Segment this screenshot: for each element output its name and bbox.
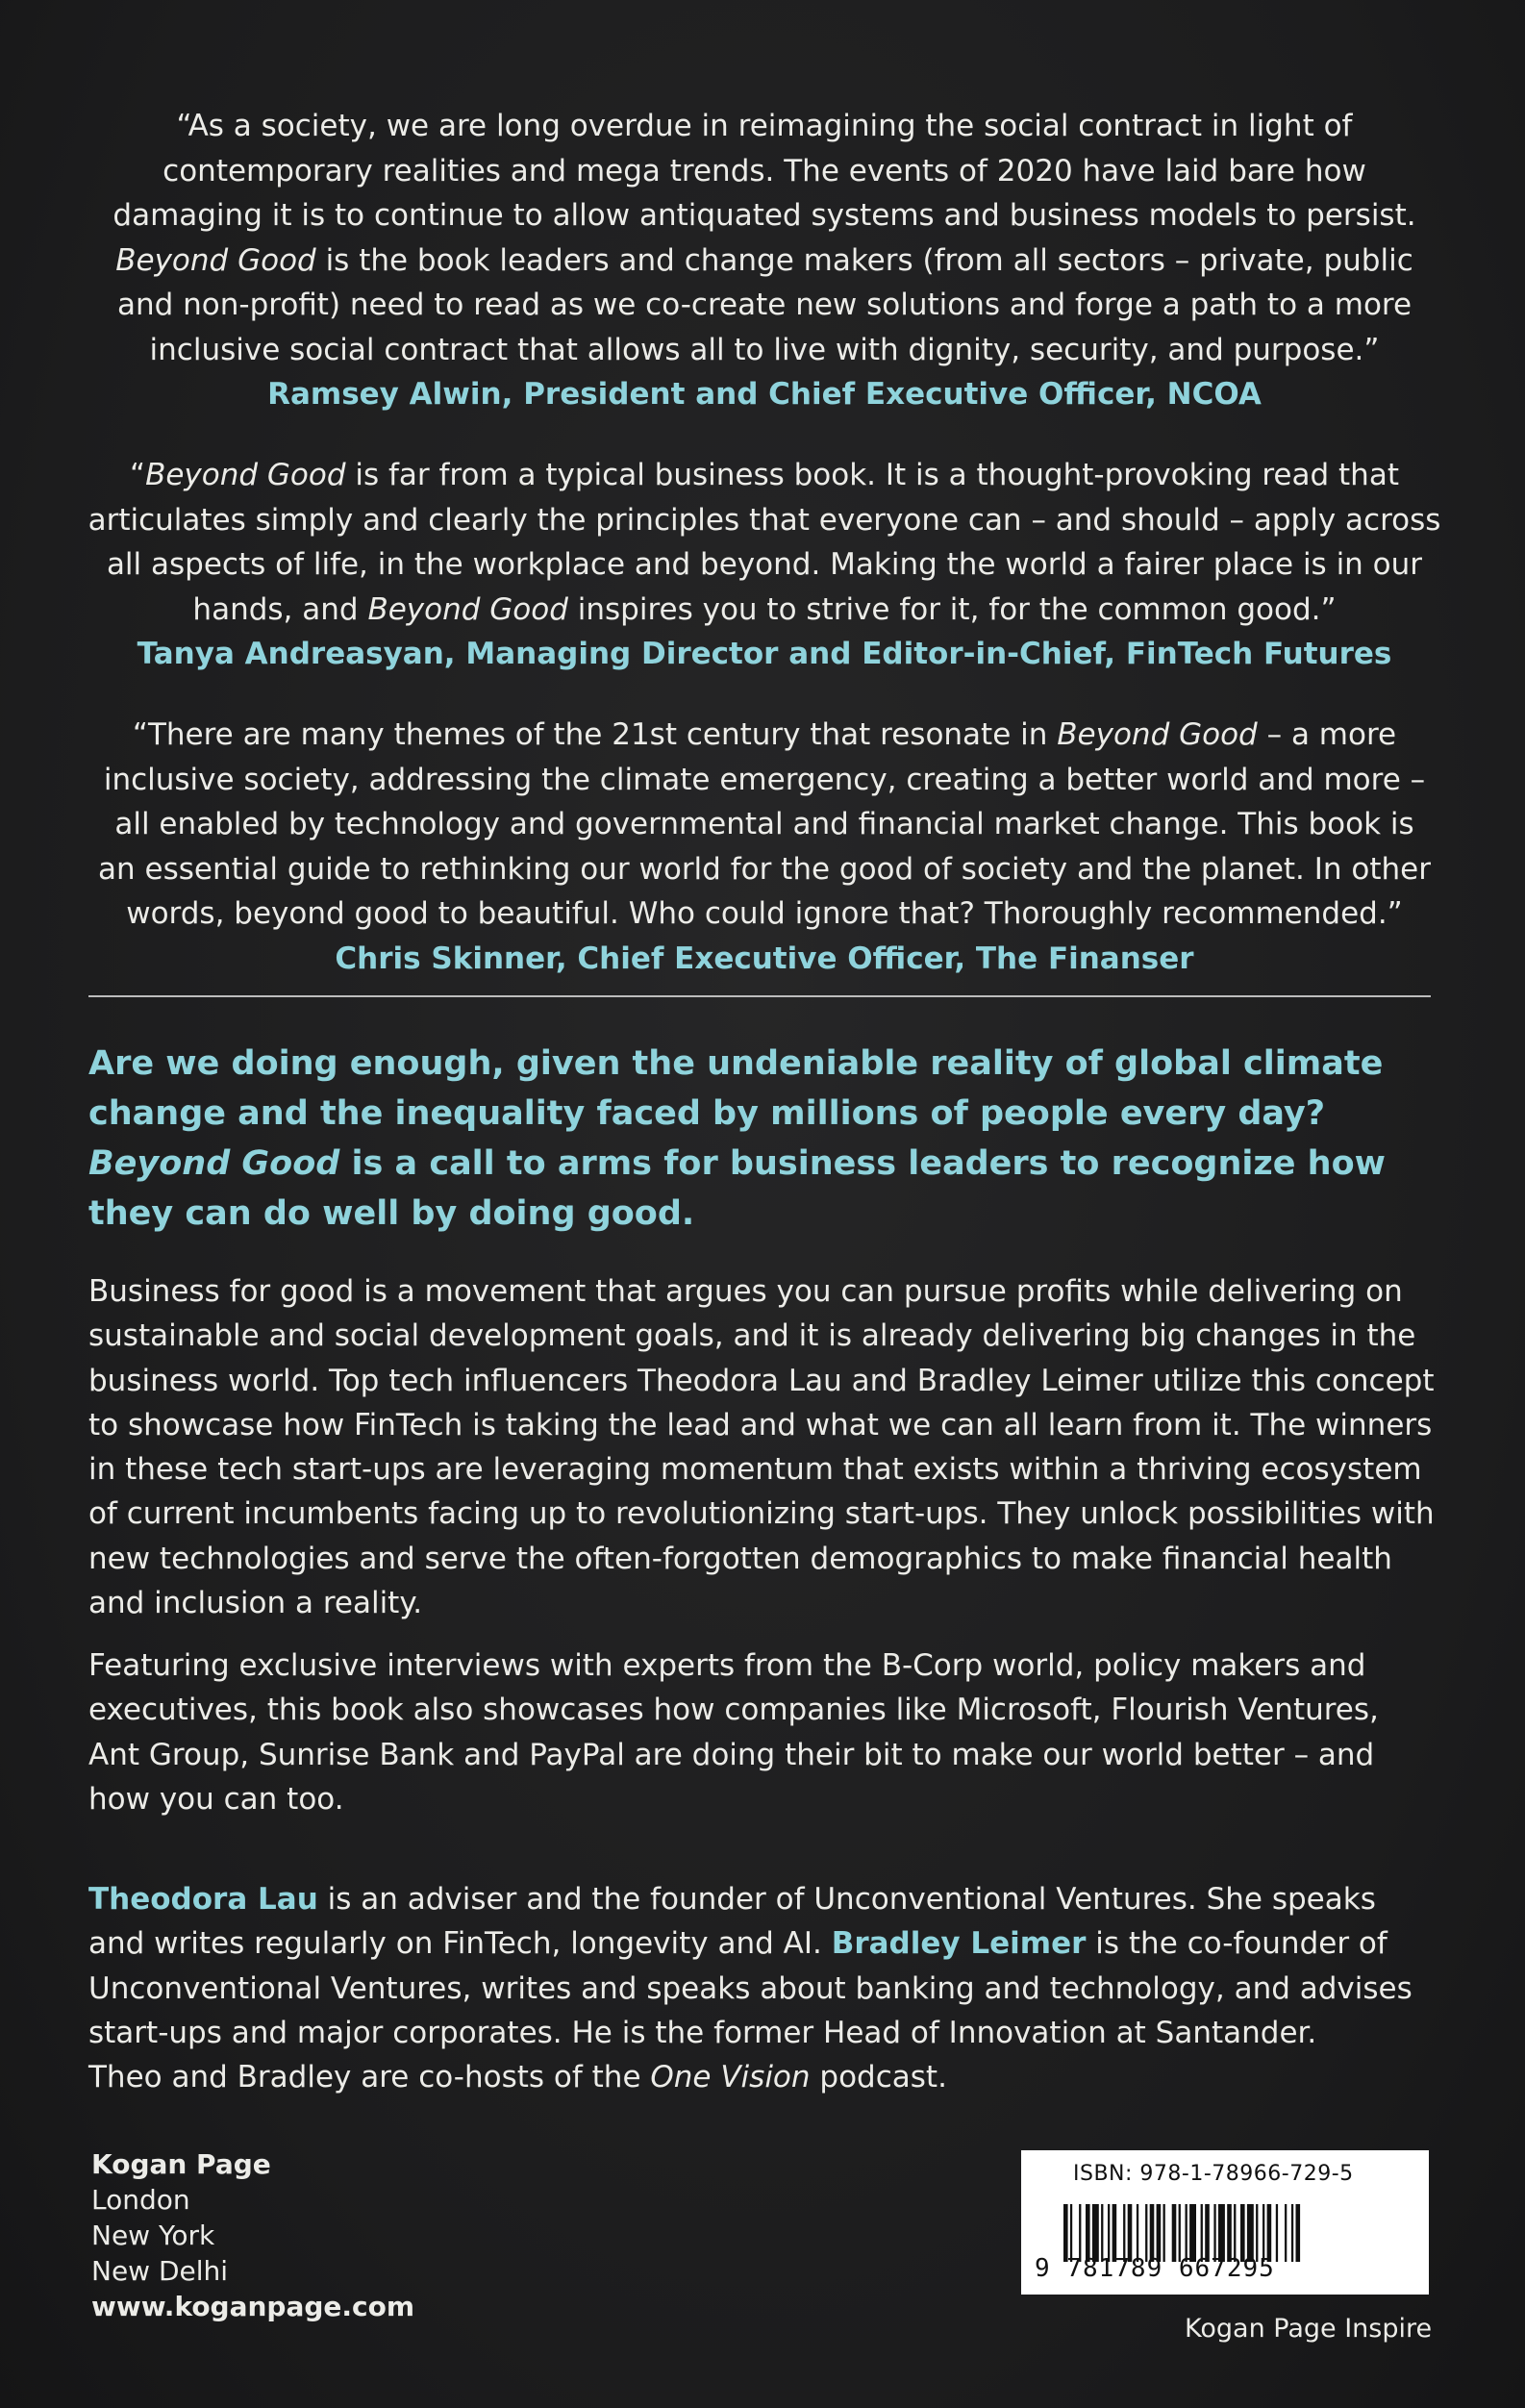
barcode-bar xyxy=(1070,2204,1072,2262)
author-name-theodora: Theodora Lau xyxy=(88,1882,318,1917)
barcode-bar xyxy=(1213,2204,1215,2262)
barcode-bar xyxy=(1112,2204,1117,2262)
barcode-bar xyxy=(1137,2204,1138,2262)
isbn-label: ISBN: 978-1-78966-729-5 xyxy=(1073,2162,1354,2186)
headline: Are we doing enough, given the undeniable reality of global climate change and the inequality faced by millions of people every day? Beyond Good is a call to arms for business leaders to recognize how they can do well by doing good. xyxy=(88,1044,1386,1233)
barcode-digits: 9 781789 667295 xyxy=(1035,2254,1275,2283)
barcode-bar xyxy=(1123,2204,1125,2262)
barcode-bar xyxy=(1205,2204,1210,2262)
barcode-bar xyxy=(1296,2204,1301,2262)
description-paragraph-2: Featuring exclusive interviews with experts from the B-Corp world, policy makers and executives, this book also showcases how companies like Microsoft, Flourish Ventures, Ant Group, Sunrise Bank and PayPal are doing their bit to make our world better – and how you can too. xyxy=(88,1648,1379,1817)
barcode-bar xyxy=(1291,2204,1293,2262)
barcode-bar xyxy=(1101,2204,1103,2262)
endorsement-1 xyxy=(87,104,1442,416)
barcode-bar xyxy=(1063,2204,1068,2262)
endorsement-1-attribution: Ramsey Alwin, President and Chief Executive Officer, NCOA xyxy=(267,377,1262,412)
isbn-barcode xyxy=(1021,2150,1429,2295)
barcode-bar xyxy=(1179,2204,1181,2262)
barcode-bar xyxy=(1079,2204,1081,2262)
barcode-bar xyxy=(1227,2204,1232,2262)
barcode-bar xyxy=(1218,2204,1225,2262)
publisher-city: New Delhi xyxy=(91,2255,229,2287)
endorsement-2-text: “Beyond Good is far from a typical business book. It is a thought-provoking read that articulates simply and clearly the principles that everyone can – and should – apply across all aspects of life, in the workplace and beyond. Making the world a fairer place is in our hands, and Beyond Good inspires you to strive for it, for the common good.” xyxy=(88,458,1441,627)
endorsement-3 xyxy=(87,713,1442,981)
author-name-bradley: Bradley Leimer xyxy=(831,1926,1087,1962)
endorsements xyxy=(87,104,1442,1017)
barcode-bar xyxy=(1163,2204,1165,2262)
book-title: Beyond Good xyxy=(115,242,316,278)
barcode-bar xyxy=(1247,2204,1254,2262)
barcode-bar xyxy=(1267,2204,1272,2262)
barcode-bar xyxy=(1145,2204,1147,2262)
book-title: Beyond Good xyxy=(88,1144,340,1183)
barcode-bar xyxy=(1240,2204,1245,2262)
barcode-bars xyxy=(1063,2204,1398,2262)
barcode-bar xyxy=(1234,2204,1236,2262)
publisher-city: New York xyxy=(91,2220,215,2251)
podcast-title: One Vision xyxy=(650,2060,811,2095)
endorsement-2-attribution: Tanya Andreasyan, Managing Director and Editor-in-Chief, FinTech Futures xyxy=(137,637,1392,671)
book-title: Beyond Good xyxy=(367,591,568,627)
barcode-bar xyxy=(1189,2204,1196,2262)
publisher-name: Kogan Page xyxy=(91,2148,271,2180)
endorsement-3-attribution: Chris Skinner, Chief Executive Officer, The Finanser xyxy=(335,941,1194,976)
barcode-bar xyxy=(1086,2204,1090,2262)
barcode-bar xyxy=(1285,2204,1287,2262)
barcode-bar xyxy=(1092,2204,1099,2262)
endorsement-1-text: “As a society, we are long overdue in reimagining the social contract in light of contemporary realities and mega trends. The events of 2020 have laid bare how damaging it is to continue to allow antiquated systems and business models to persist. Beyond Good is the book leaders and change makers (from all sectors – private, public and non-profit) need to read as we co-create new solutions and forge a path to a more inclusive social contract that allows all to live with dignity, security, and purpose.” xyxy=(112,109,1416,367)
book-title: Beyond Good xyxy=(145,458,346,492)
endorsement-2 xyxy=(87,453,1442,676)
barcode-bar xyxy=(1201,2204,1203,2262)
barcode-bar xyxy=(1186,2204,1188,2262)
barcode-bar xyxy=(1128,2204,1133,2262)
publisher-website: www.koganpage.com xyxy=(91,2291,415,2322)
section-divider xyxy=(88,995,1431,997)
barcode-bar xyxy=(1276,2204,1278,2262)
barcode-bar xyxy=(1157,2204,1162,2262)
publisher-block xyxy=(91,2146,414,2324)
barcode-bar xyxy=(1150,2204,1155,2262)
author-bio: Theodora Lau is an adviser and the founder of Unconventional Ventures. She speaks and writes regularly on FinTech, longevity and AI. Bradley Leimer is the co-founder of Unconventional Ventures, writes and speaks about banking and technology, and advises start-ups and major corporates. He is the former Head of Innovation at Santander. Theo and Bradley are co-hosts of the One Vision podcast. xyxy=(88,1882,1412,2095)
book-title: Beyond Good xyxy=(1057,717,1258,752)
barcode-bar xyxy=(1262,2204,1264,2262)
barcode-bar xyxy=(1172,2204,1177,2262)
endorsement-3-text: “There are many themes of the 21st century that resonate in Beyond Good – a more inclusive society, addressing the climate emergency, creating a better world and more – all enabled by technology and governmental and financial market change. This book is an essential guide to rethinking our world for the good of society and the planet. In other words, beyond good to beautiful. Who could ignore that? Thoroughly recommended.” xyxy=(98,717,1431,931)
imprint-label: Kogan Page Inspire xyxy=(1185,2314,1433,2344)
description-paragraph-1: Business for good is a movement that argues you can pursue profits while delivering on sustainable and social development goals, and it is already delivering big changes in the business world. Top tech influencers Theodora Lau and Bradley Leimer utilize this concept to showcase how FinTech is taking the lead and what we can all learn from it. The winners in these tech start-ups are leveraging momentum that exists within a thriving ecosystem of current incumbents facing up to revolutionizing start-ups. They unlock possibilities with new technologies and serve the often-forgotten demographics to make financial health and inclusion a reality. xyxy=(88,1274,1435,1621)
barcode-bar xyxy=(1256,2204,1258,2262)
publisher-city: London xyxy=(91,2184,190,2216)
barcode-bar xyxy=(1108,2204,1110,2262)
